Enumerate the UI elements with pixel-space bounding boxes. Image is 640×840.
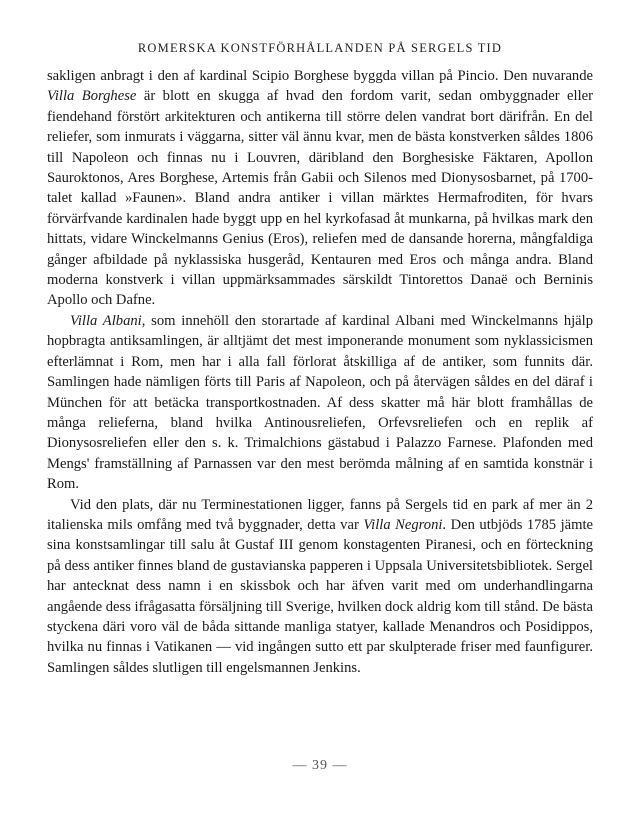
body-text <box>47 66 593 678</box>
italic-text-run: Villa Borghese <box>47 88 137 105</box>
text-run: är blott en skugga af hvad den fordom varit, sedan ombyggnader eller fiendehand förstört arkitekturen och antikerna till större delen vandrat bort därifrån. En del reliefer, som inmurats i väggarna, sitter väl ännu kvar, men de bästa konstverken såldes 1806 till Napoleon och finnas nu i Louvren, däribland den Borghesiske Fäktaren, Apollon Sauroktonos, Ares Borghese, Artemis från Gabii och Silenos med Dionysosbarnet, på 1700-talet kallad »Faunen». Bland andra antiker i villan märktes Hermafroditen, för hvars förvärfvande kardinalen hade byggt upp en hel kyrkofasad åt munkarna, på hvilkas mark den hittats, vidare Winckelmanns Genius (Eros), reliefen med de dansande horerna, mångfaldiga gånger afbildade på nyklassiska husgeråd, Kentauren med Eros och många andra. Bland moderna konstverk i villan uppmärksammades särskildt Tintorettos Danaë och Berninis Apollo och Dafne. <box>47 88 593 309</box>
text-run: . Den utbjöds 1785 jämte sina konstsamlingar till salu åt Gustaf III genom konstagenten Piranesi, och en förteckning på dess antiker finnes bland de gustavianska papperen i Uppsala Universitetsbibliotek. Sergel har antecknat dess namn i en skissbok och har äfven varit med om underhandlingarna angående dess ifrågasatta försäljning till Sverige, hvilken dock aldrig kom till stånd. De bästa styckena däri voro väl de båda sittande manliga statyer, kallade Menandros och Posidippos, hvilka nu finnas i Vatikanen — vid ingången sutto ett par skulpterade friser med faunfigurer. Samlingen såldes slutligen till engelsmannen Jenkins. <box>47 516 593 676</box>
text-run: sakligen anbragt i den af kardinal Scipio Borghese byggda villan på Pincio. Den nuvarande <box>47 68 593 84</box>
text-run: Vid den plats, där nu Terminestationen ligger, fanns på Sergels tid en park af mer än 2 italienska mils omfång med två byggnader, detta var <box>47 496 593 533</box>
page-number: — 39 — <box>292 758 348 773</box>
paragraph <box>47 495 593 679</box>
text-run: , som innehöll den storartade af kardinal Albani med Winckelmanns hjälp hopbragta antiksamlingen, är alltjämt det mest imponerande monument som nyklassicismen efterlämnat i Rom, men har i alla fall förlorat åtskilliga af de antiker, som funnits där. Samlingen hade nämligen förts till Paris af Napoleon, och på återvägen såldes en del däraf i München för att betäcka transportkostnaden. Af dess skatter må här blott framhållas de många relieferna, bland hvilka Antinousreliefen, Orfevsreliefen och en replik af Dionysosreliefen eller den s. k. Trimalchions gästabud i Palazzo Farnese. Plafonden med Mengs' framställning af Parnassen var den mest berömda målning af en samtida konstnär i Rom. <box>47 312 594 493</box>
paragraph <box>47 311 593 495</box>
italic-text-run: Villa Negroni <box>363 516 443 533</box>
running-head: ROMERSKA KONSTFÖRHÅLLANDEN PÅ SERGELS TID <box>137 41 503 55</box>
book-page <box>47 0 593 840</box>
italic-text-run: Villa Albani <box>70 312 142 329</box>
paragraph <box>47 66 593 311</box>
